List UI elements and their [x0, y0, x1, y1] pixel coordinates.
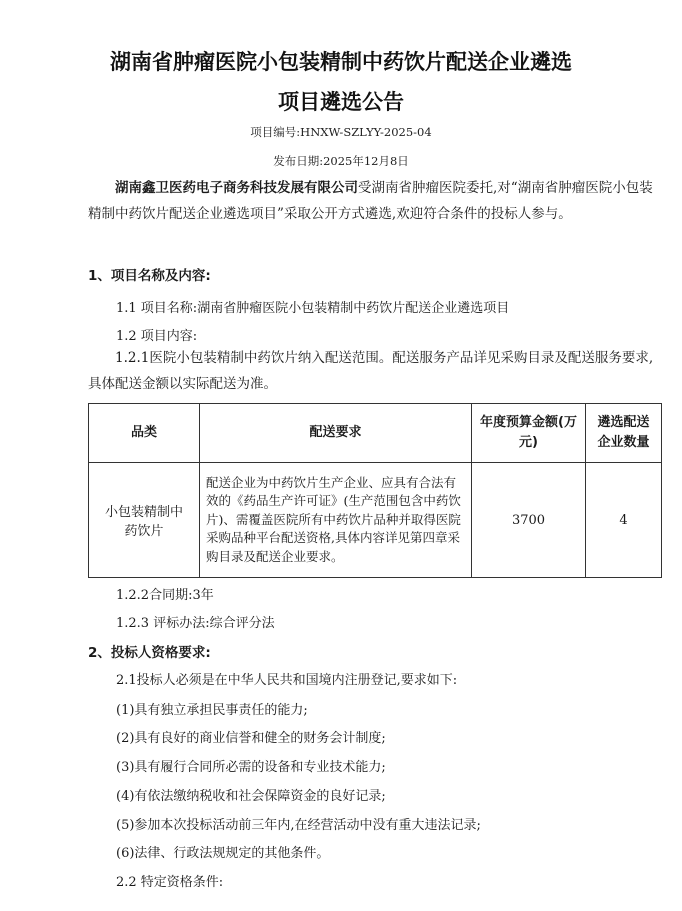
- item-1-1-value: 湖南省肿瘤医院小包装精制中药饮片配送企业遴选项目: [197, 301, 510, 316]
- cell-category: 小包装精制中药饮片: [89, 463, 200, 578]
- condition-item: (5)参加本次投标活动前三年内,在经营活动中没有重大违法记录;: [116, 818, 481, 833]
- delivery-table: [88, 403, 662, 578]
- item-1-2-2: 1.2.2合同期:3年: [116, 588, 214, 603]
- item-1-1-label: 1.1 项目名称:: [116, 301, 198, 316]
- intro-text: 受湖南省肿瘤医院委托,对“湖南省肿瘤医院小包装精制中药饮片配送企业遴选项目”采取公开方式遴选,欢迎符合条件的投标人参与。: [88, 180, 653, 222]
- item-1-2-3: 1.2.3 评标办法:综合评分法: [116, 616, 275, 631]
- section-1-heading: 1、项目名称及内容:: [88, 268, 211, 284]
- title-line-1: 湖南省肿瘤医院小包装精制中药饮片配送企业遴选: [110, 50, 572, 74]
- agency-name: 湖南鑫卫医药电子商务科技发展有限公司: [115, 180, 358, 196]
- item-1-2-1: 1.2.1医院小包装精制中药饮片纳入配送范围。配送服务产品详见采购目录及配送服务要求,具体配送金额以实际配送为准。: [88, 350, 654, 392]
- header-count: 遴选配送企业数量: [586, 404, 662, 463]
- item-1-2: 1.2 项目内容:: [116, 329, 198, 344]
- condition-item: (6)法律、行政法规规定的其他条件。: [116, 846, 330, 861]
- header-category: 品类: [89, 404, 200, 463]
- intro-paragraph: [88, 175, 664, 227]
- item-2-1: 2.1投标人必须是在中华人民共和国境内注册登记,要求如下:: [116, 673, 458, 688]
- section-2-heading: 2、投标人资格要求:: [88, 645, 211, 661]
- condition-item: (2)具有良好的商业信誉和健全的财务会计制度;: [116, 731, 386, 746]
- item-2-2: 2.2 特定资格条件:: [116, 875, 224, 890]
- header-requirement: 配送要求: [200, 404, 472, 463]
- cell-count: 4: [586, 463, 662, 578]
- header-budget: 年度预算金额(万元): [472, 404, 586, 463]
- table-header-row: [89, 404, 662, 463]
- publish-date: 发布日期:2025年12月8日: [273, 154, 409, 168]
- condition-item: (3)具有履行合同所必需的设备和专业技术能力;: [116, 760, 386, 775]
- cell-budget: 3700: [472, 463, 586, 578]
- title-line-2: 项目遴选公告: [278, 90, 404, 114]
- project-number: 项目编号:HNXW-SZLYY-2025-04: [250, 125, 432, 139]
- condition-item: (1)具有独立承担民事责任的能力;: [116, 703, 308, 718]
- condition-item: (4)有依法缴纳税收和社会保障资金的良好记录;: [116, 789, 386, 804]
- item-1-1: [116, 297, 509, 316]
- cell-requirement: 配送企业为中药饮片生产企业、应具有合法有效的《药品生产许可证》(生产范围包含中药饮片)、需覆盖医院所有中药饮片品种并取得医院采购品种平台配送资格,具体内容详见第四章采购目录及配送企业要求。: [200, 463, 472, 578]
- table-row: [89, 463, 662, 578]
